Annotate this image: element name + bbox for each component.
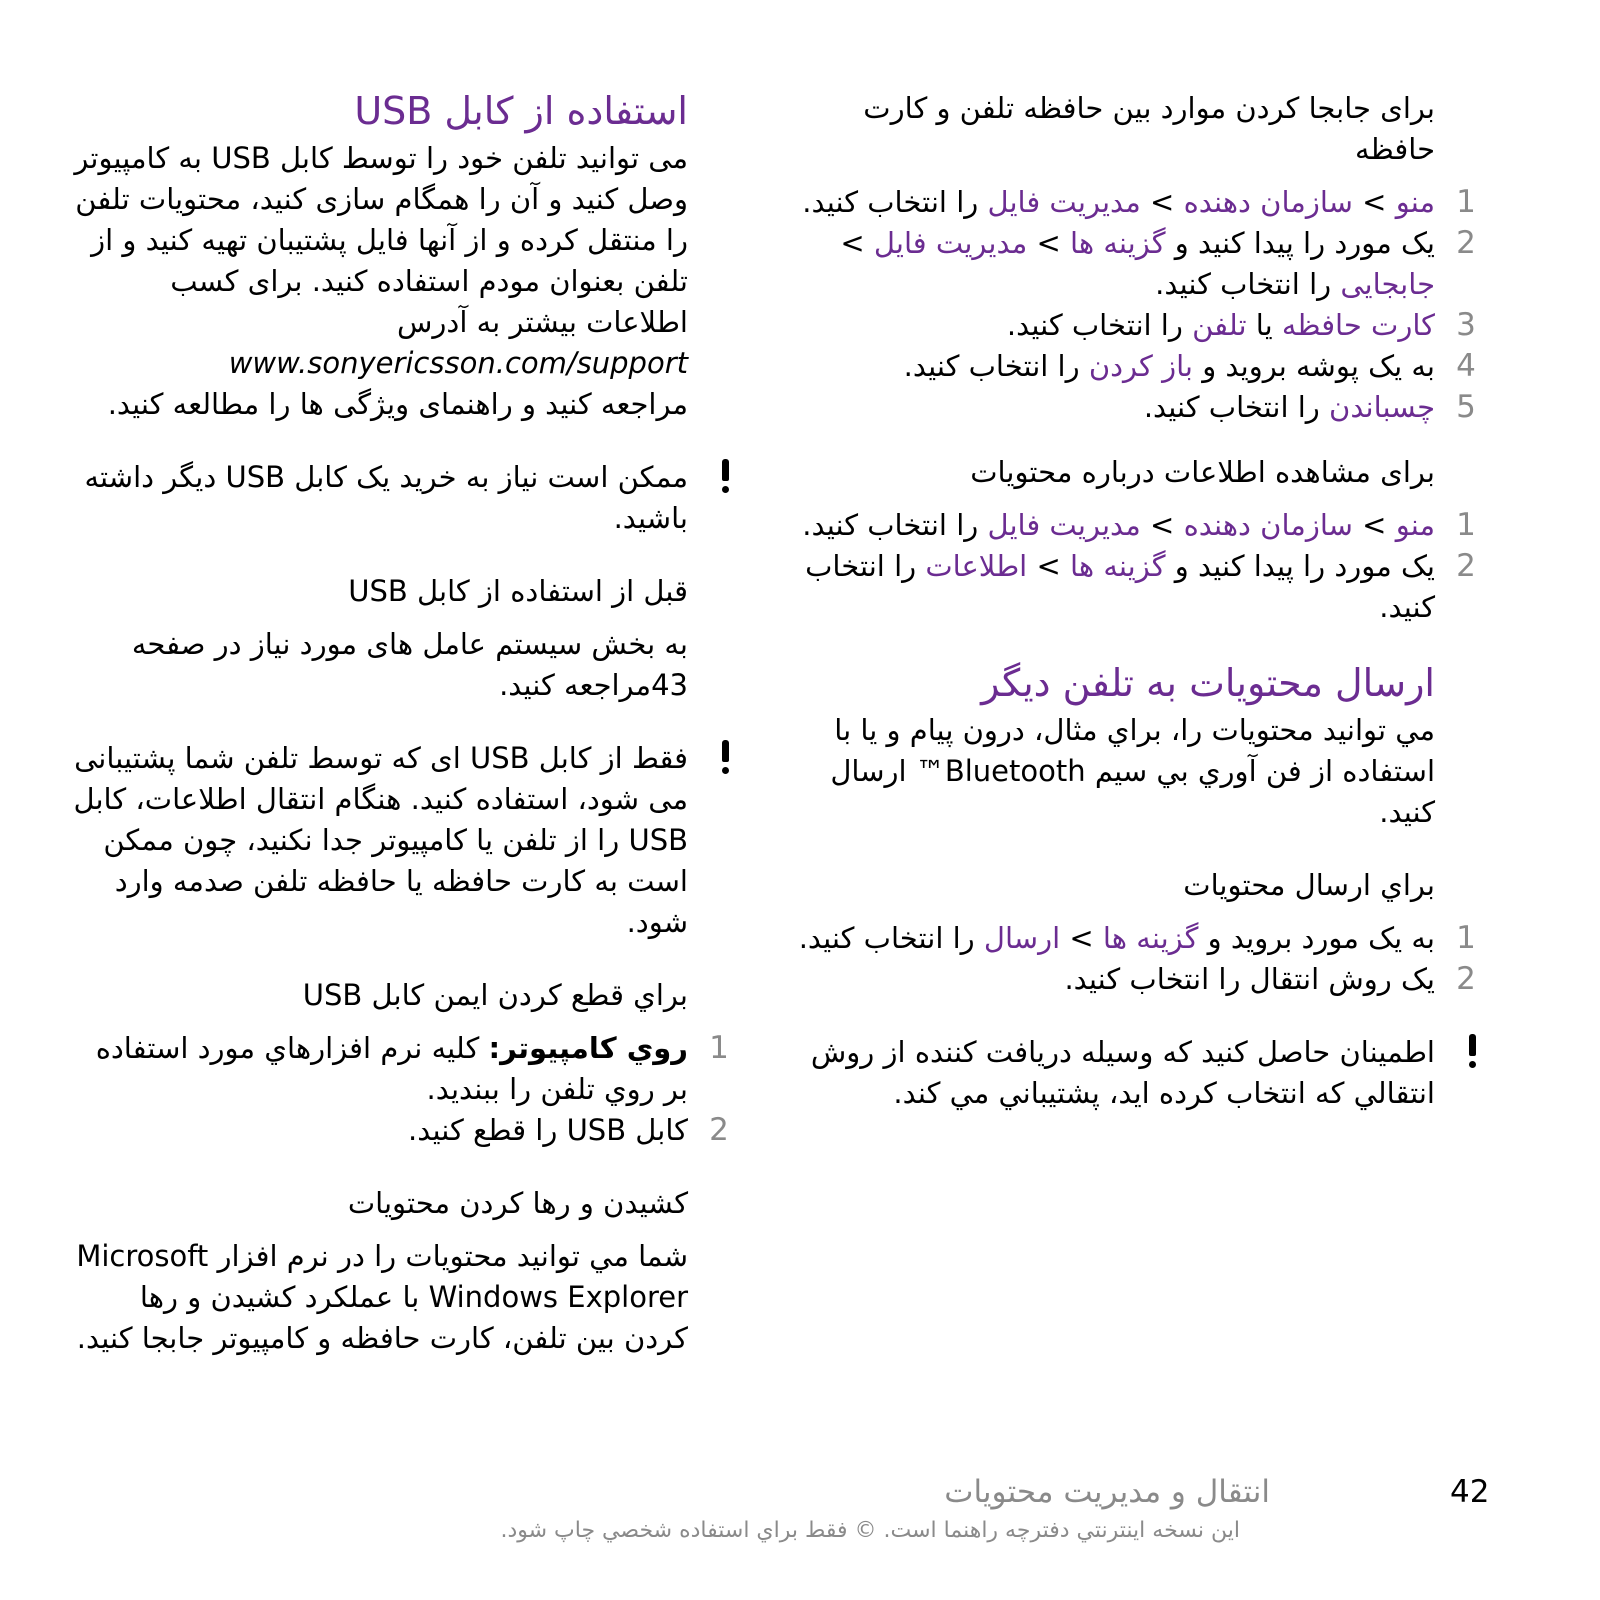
menu-term: ارسال: [983, 921, 1061, 955]
send-sub-heading: براي ارسال محتويات: [1183, 868, 1435, 902]
menu-term: سازمان دهنده: [1183, 508, 1353, 542]
menu-term: مدیریت فایل: [987, 508, 1141, 542]
menu-term: تلفن: [1192, 308, 1247, 342]
step-number: 4: [1456, 348, 1476, 384]
step-item: [795, 305, 1476, 346]
drag-heading: کشيدن و رها کردن محتويات: [347, 1186, 688, 1220]
step-text: >: [1027, 226, 1070, 260]
right-column: [795, 88, 1476, 1114]
menu-term: باز کردن: [1088, 349, 1193, 383]
step-item: [795, 223, 1476, 305]
exclamation-icon: [718, 740, 732, 776]
copyright-note: اين نسخه اينترنتي دفترچه راهنما است. © فقط براي استفاده شخصي چاپ شود.: [500, 1518, 1240, 1543]
menu-term: مدیریت فایل: [987, 185, 1141, 219]
note-supported-cable-text: فقط از کابل USB ای که توسط تلفن شما پشتیبانی می شود، استفاده کنید. هنگام انتقال اطلاعات، کابل USB را از تلفن یا کامپیوتر جدا نکنید، چون ممکن است به کارت حافظه یا حافظه تلفن صدمه وارد شود.: [73, 741, 688, 939]
note-supported-cable: [68, 738, 688, 943]
step-text: >: [1352, 508, 1396, 542]
info-heading: برای مشاهده اطلاعات درباره محتویات: [970, 455, 1435, 489]
left-column: [68, 88, 729, 1359]
step-text: یک مورد را پیدا کنید و: [1165, 549, 1435, 583]
menu-term: گزينه ها: [1102, 921, 1199, 955]
usb-intro-end: مراجعه کنید و راهنمای ویژگی ها را مطالعه کنید.: [107, 387, 688, 421]
step-item: [68, 1110, 729, 1151]
move-steps: [795, 182, 1476, 428]
support-link[interactable]: www.sonyericsson.com/support: [228, 346, 688, 380]
step-number: 2: [709, 1112, 729, 1148]
menu-term: گزینه ها: [1070, 226, 1166, 260]
step-text: کليه نرم افزارهاي مورد استفاده بر روي تلفن را ببنديد.: [95, 1031, 688, 1106]
menu-term: اطلاعات: [925, 549, 1028, 583]
menu-term: گزینه ها: [1070, 549, 1166, 583]
note-buy-cable: [68, 457, 688, 539]
step-text: را انتخاب کنید.: [1143, 390, 1330, 424]
step-number: 1: [709, 1030, 729, 1066]
step-text: >: [1352, 185, 1396, 219]
safe-disconnect-steps: [68, 1028, 729, 1151]
send-heading: ارسال محتویات به تلفن دیگر: [981, 661, 1435, 705]
step-item: [795, 918, 1476, 959]
step-number: 2: [1456, 548, 1476, 584]
send-text: مي توانيد محتويات را، براي مثال، درون پيام و يا با استفاده از فن آوري بي سيم Bluetooth™ ارسال کنيد.: [830, 713, 1435, 829]
footer-section-title: انتقال و مدیریت محتویات: [944, 1474, 1270, 1510]
step-item: [795, 505, 1476, 546]
menu-term: مدیریت فایل: [873, 226, 1028, 260]
step-item: [795, 546, 1476, 628]
step-number: 1: [1456, 920, 1476, 956]
info-steps: [795, 505, 1476, 628]
note-receiver: [795, 1032, 1435, 1114]
step-text: >: [1027, 549, 1070, 583]
page-number: 42: [1450, 1474, 1490, 1510]
step-text: را انتخاب کنید.: [805, 549, 1435, 624]
step-text: >: [1140, 185, 1184, 219]
usb-intro: [68, 138, 688, 425]
drag-text: شما مي توانيد محتويات را در نرم افزار Microsoft Windows Explorer با عملکرد کشيدن و رها کردن بين تلفن، کارت حافظه و کامپيوتر جابجا کنيد.: [76, 1239, 688, 1355]
usb-heading: استفاده از کابل USB: [354, 89, 688, 133]
step-text: >: [1140, 508, 1184, 542]
safe-disconnect-heading: براي قطع کردن ايمن کابل USB: [302, 978, 688, 1012]
step-text: را انتخاب کنید.: [1006, 308, 1193, 342]
step-text: به یک پوشه بروید و: [1192, 349, 1435, 383]
menu-term: منو: [1395, 508, 1435, 542]
step-number: 2: [1456, 961, 1476, 997]
step-text: >: [1060, 921, 1103, 955]
step-text: را انتخاب کنید.: [903, 349, 1089, 383]
step-number: 1: [1456, 184, 1476, 220]
step-item: [795, 346, 1476, 387]
usb-intro-text: می توانید تلفن خود را توسط کابل USB به کامپیوتر وصل کنید و آن را همگام سازی کنید، محتویات تلفن را منتقل کرده و از آنها فایل پشتیبان تهیه کنید و از تلفن بعنوان مودم استفاده کنید. برای کسب اطلاعات بیشتر به آدرس: [74, 141, 688, 339]
note-receiver-text: اطمينان حاصل کنيد که وسيله دريافت کننده از روش انتقالي که انتخاب کرده ايد، پشتيباني مي کند.: [810, 1035, 1435, 1110]
step-text: یا: [1246, 308, 1282, 342]
exclamation-icon: [1465, 1034, 1479, 1070]
step-text: يک روش انتقال را انتخاب کنيد.: [1064, 962, 1435, 996]
send-steps: [795, 918, 1476, 1000]
step-bold-label: روي کامپيوتر:: [488, 1031, 688, 1065]
step-number: 5: [1456, 389, 1476, 425]
exclamation-icon: [718, 459, 732, 495]
step-item: [68, 1028, 729, 1110]
menu-term: سازمان دهنده: [1183, 185, 1353, 219]
step-text: یک مورد را پیدا کنید و: [1165, 226, 1435, 260]
menu-term: جابجایی: [1340, 267, 1435, 301]
step-number: 2: [1456, 225, 1476, 261]
move-heading: برای جابجا کردن موارد بین حافظه تلفن و کارت حافظه: [863, 91, 1435, 166]
step-text: را انتخاب کنید.: [802, 185, 988, 219]
step-text: را انتخاب کنيد.: [798, 921, 984, 955]
step-text: را انتخاب کنید.: [802, 508, 988, 542]
note-buy-cable-text: ممکن است نیاز به خرید یک کابل USB دیگر داشته باشید.: [84, 460, 688, 535]
step-text: را انتخاب کنید.: [1155, 267, 1341, 301]
step-item: [795, 387, 1476, 428]
step-text: به يک مورد برويد و: [1198, 921, 1435, 955]
menu-term: منو: [1395, 185, 1435, 219]
menu-term: کارت حافظه: [1281, 308, 1435, 342]
step-item: [795, 182, 1476, 223]
menu-term: چسباندن: [1329, 390, 1435, 424]
step-number: 1: [1456, 507, 1476, 543]
step-text: >: [840, 226, 874, 260]
before-usb-heading: قبل از استفاده از کابل USB: [348, 574, 688, 608]
step-text: کابل USB را قطع کنيد.: [408, 1113, 688, 1147]
step-number: 3: [1456, 307, 1476, 343]
before-usb-text: به بخش سیستم عامل های مورد نیاز در صفحه 43مراجعه کنید.: [131, 627, 688, 702]
step-item: [795, 959, 1476, 1000]
